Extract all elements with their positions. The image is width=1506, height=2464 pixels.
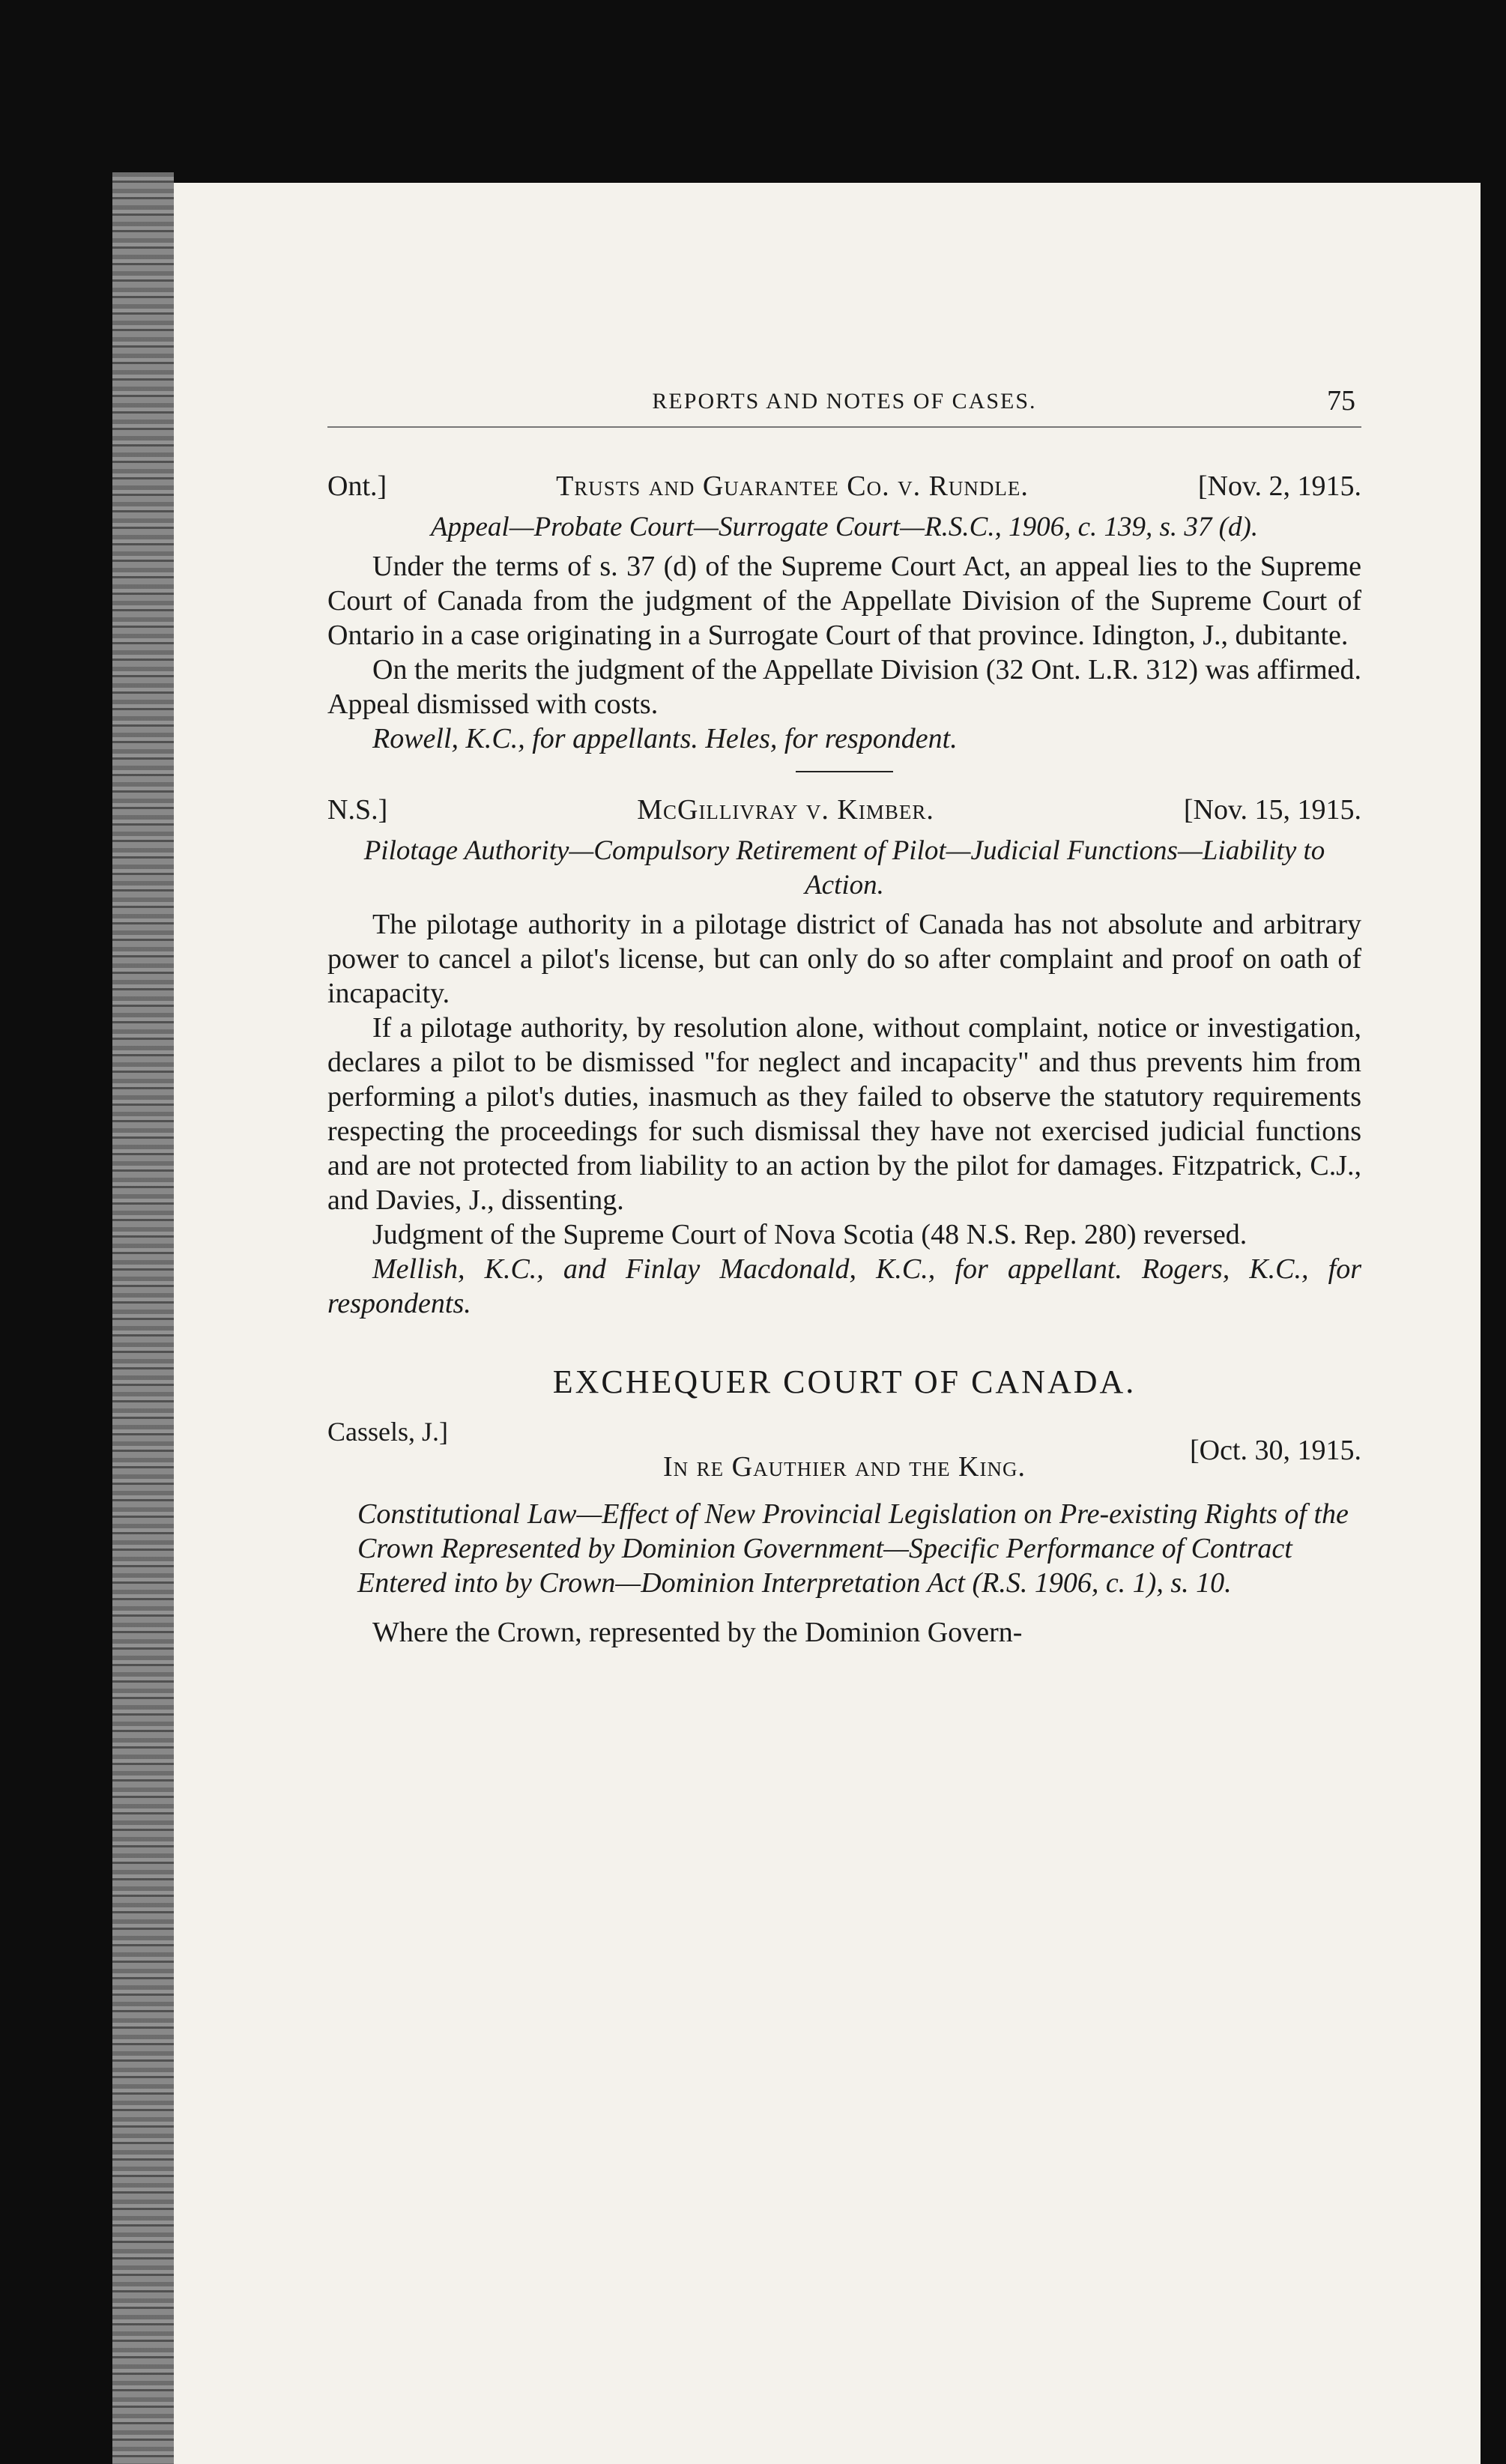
case-paragraph: If a pilotage authority, by resolution alone, without complaint, notice or investigation, declares a pilot to be dismissed "for neglect and incapacity" and thus prevents him from performing a pilot's duties, inasmuch as they failed to observe the statutory requirements respecting the proceedings for such dismissal they have not exercised judicial functions and are not protected from liability to an action by the pilot for damages. Fitzpatrick, C.J., and Davies, J., dissenting. [327, 1012, 1361, 1216]
court-abbrev: N.S.] [327, 794, 388, 826]
running-head [327, 381, 1361, 428]
case-paragraph: On the merits the judgment of the Appellate Division (32 Ont. L.R. 312) was affirmed. Appeal dismissed with costs. [327, 654, 1361, 720]
case-title-line [327, 1435, 1361, 1483]
case-date: [Oct. 30, 1915. [1189, 1435, 1361, 1466]
counsel-line: Rowell, K.C., for appellants. Heles, for respondent. [372, 723, 958, 754]
case-date: [Nov. 2, 1915. [1197, 470, 1361, 502]
divider-rule [796, 771, 893, 772]
case-title-line [327, 470, 1361, 503]
running-head-title: REPORTS AND NOTES OF CASES. [652, 389, 1037, 414]
case-name: In re Gauthier and the King. [663, 1451, 1026, 1483]
headnote: Pilotage Authority—Compulsory Retirement of Pilot—Judicial Functions—Liability to Action. [363, 835, 1325, 900]
case-title-line [327, 793, 1361, 826]
case-paragraph: The pilotage authority in a pilotage district of Canada has not absolute and arbitrary power to cancel a pilot's license, but can only do so after complaint and proof on oath of incapacity. [327, 909, 1361, 1009]
case-entry-1 [327, 470, 1361, 756]
page-content [327, 381, 1361, 1650]
case-paragraph: Under the terms of s. 37 (d) of the Supreme Court Act, an appeal lies to the Supreme Court of Canada from the judgment of the Appellate Division of the Supreme Court of Ontario in a case originating in a Surrogate Court of that province. Idington, J., dubitante. [327, 551, 1361, 651]
case-paragraph: Judgment of the Supreme Court of Nova Scotia (48 N.S. Rep. 280) reversed. [372, 1219, 1248, 1250]
document-page [174, 183, 1481, 2464]
binding-gutter [112, 172, 174, 2464]
headnote: Appeal—Probate Court—Surrogate Court—R.S.C., 1906, c. 139, s. 37 (d). [430, 512, 1259, 542]
judge-line: Cassels, J.] [327, 1417, 448, 1447]
case-name: McGillivray v. Kimber. [637, 794, 934, 826]
court-abbrev: Ont.] [327, 470, 387, 502]
section-heading: EXCHEQUER COURT OF CANADA. [552, 1363, 1137, 1400]
page-number: 75 [1327, 385, 1355, 417]
case-paragraph: Where the Crown, represented by the Dominion Govern- [372, 1617, 1023, 1648]
counsel-line: Mellish, K.C., and Finlay Macdonald, K.C., for appellant. Rogers, K.C., for respondents. [327, 1253, 1361, 1319]
case-date: [Nov. 15, 1915. [1183, 794, 1361, 826]
headnote: Constitutional Law—Effect of New Provincial Legislation on Pre-existing Rights of the Crown Represented by Dominion Government—Specific Performance of Contract Entered into by Crown—Dominion Interpretation Act (R.S. 1906, c. 1), s. 10. [357, 1498, 1349, 1599]
case-name: Trusts and Guarantee Co. v. Rundle. [556, 470, 1029, 502]
case-entry-2 [327, 793, 1361, 1321]
